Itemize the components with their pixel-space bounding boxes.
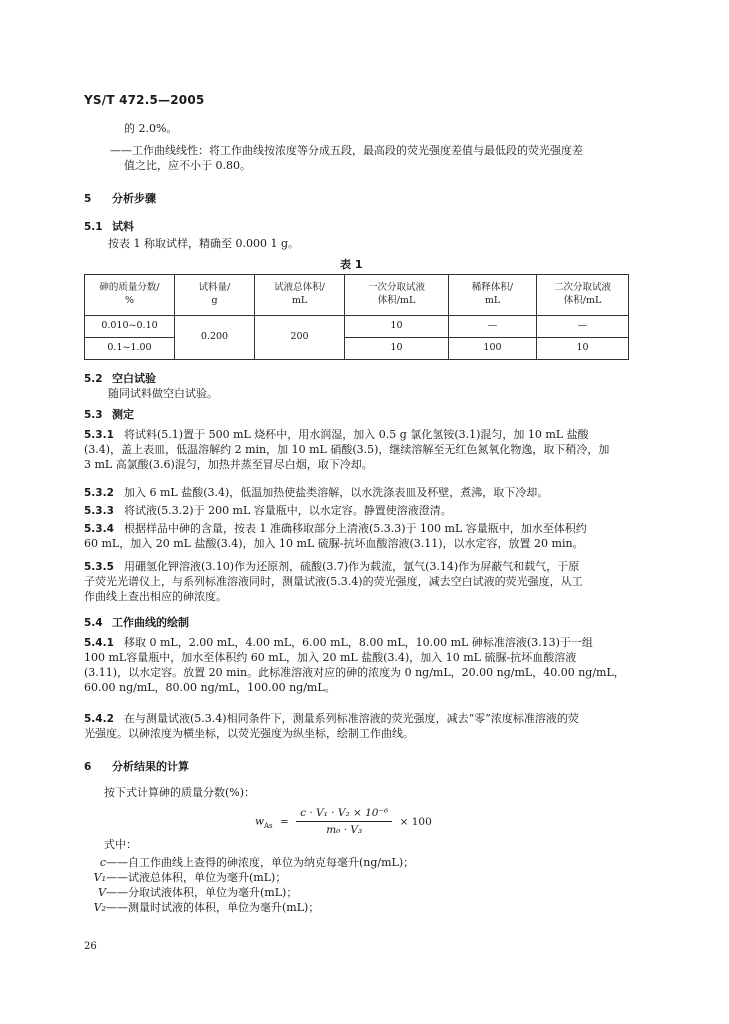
formula-tail: × 100 bbox=[399, 815, 432, 828]
cell-dilution: 100 bbox=[449, 338, 537, 360]
section-6-heading bbox=[84, 760, 644, 775]
section-5-3-number: 5.3 bbox=[84, 409, 103, 421]
section-5-3-4-line-2: 60 mL，加入 20 mL 盐酸(3.4)，加入 10 mL 硫脲-抗坏血酸溶液(3.11)，以水定容，放置 20 min。 bbox=[84, 536, 584, 550]
definition-item: V——分取试液体积，单位为毫升(mL)； bbox=[98, 885, 298, 899]
header-total-volume: 试液总体积/ mL bbox=[255, 275, 345, 316]
section-5-4-2-line-2: 光强度。以砷浓度为横坐标，以荧光强度为纵坐标，绘制工作曲线。 bbox=[84, 726, 414, 740]
section-5-3-4-number: 5.3.4 bbox=[84, 523, 114, 535]
section-5-4-number: 5.4 bbox=[84, 617, 103, 629]
section-5-3-5-line-2: 子荧光光谱仪上，与系列标准溶液同时，测量试液(5.3.4)的荧光强度，减去空白试液的荧光强度，从工 bbox=[84, 574, 583, 588]
section-5-2-text: 随同试料做空白试验。 bbox=[108, 386, 218, 400]
section-5-4-1-line-3: (3.11)，以水定容。放置 20 min。此标准溶液对应的砷的浓度为 0 ng/mL，20.00 ng/mL，40.00 ng/mL， bbox=[84, 665, 625, 679]
cell-first-aliquot: 10 bbox=[345, 338, 449, 360]
section-5-4-1-line-2: 100 mL容量瓶中，加水至体积约 60 mL，加入 20 mL 盐酸(3.4)，加入 10 mL 硫脲-抗坏血酸溶液 bbox=[84, 650, 577, 664]
cell-second-aliquot: 10 bbox=[537, 338, 629, 360]
section-5-3-3-number: 5.3.3 bbox=[84, 505, 114, 517]
formula-numerator: c · V₁ · V₂ × 10⁻⁶ bbox=[296, 806, 392, 822]
section-6-intro: 按下式计算砷的质量分数(%)： bbox=[104, 786, 256, 799]
cell-sample-mass: 0.200 bbox=[175, 316, 255, 360]
cell-range: 0.1~1.00 bbox=[85, 338, 175, 360]
table-1-header-row bbox=[85, 275, 629, 316]
cell-first-aliquot: 10 bbox=[345, 316, 449, 338]
header-as-fraction: 砷的质量分数/ % bbox=[85, 275, 175, 316]
section-5-3-5-number: 5.3.5 bbox=[84, 561, 114, 573]
section-5-3-2-number: 5.3.2 bbox=[84, 487, 114, 499]
section-6-title: 分析结果的计算 bbox=[112, 760, 189, 773]
section-5-3-title: 测定 bbox=[112, 408, 134, 421]
section-5-4-2 bbox=[84, 712, 659, 742]
table-1 bbox=[84, 274, 629, 360]
section-5-4-title: 工作曲线的绘制 bbox=[112, 616, 189, 629]
section-5-2-number: 5.2 bbox=[84, 373, 103, 385]
formula-lhs-subscript: As bbox=[264, 821, 273, 830]
section-5-4-1-line-1: 移取 0 mL，2.00 mL，4.00 mL，6.00 mL，8.00 mL，10.00 mL 砷标准溶液(3.13)于一组 bbox=[124, 636, 593, 649]
section-5-3-4 bbox=[84, 522, 654, 552]
section-5-4-2-number: 5.4.2 bbox=[84, 713, 114, 725]
section-5-3-2 bbox=[84, 486, 654, 501]
formula bbox=[255, 806, 432, 837]
section-5-3-1 bbox=[84, 428, 654, 473]
section-5-1-title: 试料 bbox=[112, 220, 134, 233]
section-5-1 bbox=[84, 220, 644, 252]
section-5-1-number: 5.1 bbox=[84, 221, 103, 233]
formula-equals: = bbox=[280, 815, 289, 828]
header-dilution-volume: 稀释体积/ mL bbox=[449, 275, 537, 316]
section-5-4-2-line-1: 在与测量试液(5.3.4)相同条件下，测量系列标准溶液的荧光强度，减去“零”浓度标准溶液的荧 bbox=[124, 712, 579, 725]
standard-number: YS/T 472.5—2005 bbox=[84, 93, 205, 107]
table-row bbox=[85, 338, 629, 360]
header-second-aliquot: 二次分取试液 体积/mL bbox=[537, 275, 629, 316]
cell-total-volume: 200 bbox=[255, 316, 345, 360]
section-5-3-heading bbox=[84, 408, 644, 423]
table-row bbox=[85, 316, 629, 338]
section-5-4-heading bbox=[84, 616, 644, 631]
section-5-4-1-number: 5.4.1 bbox=[84, 637, 114, 649]
cell-range: 0.010~0.10 bbox=[85, 316, 175, 338]
definition-item: c——自工作曲线上查得的砷浓度，单位为纳克每毫升(ng/mL)； bbox=[99, 856, 415, 869]
section-5-3-5-line-3: 作曲线上查出相应的砷浓度。 bbox=[84, 589, 227, 603]
page-number: 26 bbox=[84, 941, 97, 952]
continued-text: 的 2.0%。 bbox=[124, 122, 178, 135]
header-first-aliquot: 一次分取试液 体积/mL bbox=[345, 275, 449, 316]
cell-dilution: — bbox=[449, 316, 537, 338]
section-5-number: 5 bbox=[84, 193, 92, 205]
section-5-3-1-line-2: (3.4)，盖上表皿，低温溶解约 2 min，加 10 mL 硝酸(3.5)，继续溶解至无红色氮氧化物逸，取下稍冷，加 bbox=[84, 442, 610, 456]
section-5-title: 分析步骤 bbox=[112, 192, 156, 205]
section-5-3-4-line-1: 根据样品中砷的含量，按表 1 准确移取部分上清液(5.3.3)于 100 mL 容量瓶中，加水至体积约 bbox=[124, 522, 587, 535]
section-5-4-1 bbox=[84, 636, 659, 695]
section-6-number: 6 bbox=[84, 761, 92, 773]
formula-lhs: w bbox=[255, 815, 264, 828]
cell-second-aliquot: — bbox=[537, 316, 629, 338]
formula-fraction bbox=[296, 806, 392, 837]
section-5-3-3 bbox=[84, 504, 654, 519]
definition-item: V₂——测量时试液的体积，单位为毫升(mL)； bbox=[93, 900, 320, 914]
section-5-2-title: 空白试验 bbox=[112, 372, 156, 385]
formula-denominator: m₀ · V₃ bbox=[326, 824, 363, 837]
definitions-intro: 式中： bbox=[104, 838, 137, 851]
section-5-3-1-line-1: 将试料(5.1)置于 500 mL 烧杯中，用水润湿，加入 0.5 g 氯化氢铵(3.1)混匀，加 10 mL 盐酸 bbox=[124, 428, 589, 441]
section-5-3-5 bbox=[84, 560, 654, 605]
linearity-line-1: ——工作曲线线性：将工作曲线按浓度等分成五段，最高段的荧光强度差值与最低段的荧光强度差 bbox=[110, 144, 583, 157]
linearity-bullet bbox=[110, 144, 670, 174]
section-5-heading bbox=[84, 192, 644, 207]
section-5-1-text: 按表 1 称取试样，精确至 0.000 1 g。 bbox=[108, 236, 300, 250]
definitions-list bbox=[92, 856, 652, 915]
linearity-line-2: 值之比，应不小于 0.80。 bbox=[124, 158, 251, 172]
section-5-3-3-text: 将试液(5.3.2)于 200 mL 容量瓶中，以水定容。静置使溶液澄清。 bbox=[124, 504, 452, 517]
table-1-caption: 表 1 bbox=[340, 258, 363, 271]
definition-item: V₁——试液总体积，单位为毫升(mL)； bbox=[93, 870, 287, 884]
section-5-2 bbox=[84, 372, 644, 402]
section-5-3-1-number: 5.3.1 bbox=[84, 429, 114, 441]
section-5-3-2-text: 加入 6 mL 盐酸(3.4)，低温加热使盐类溶解，以水洗涤表皿及杯壁，煮沸，取下冷却。 bbox=[124, 486, 549, 499]
section-5-3-1-line-3: 3 mL 高氯酸(3.6)混匀，加热并蒸至冒尽白烟，取下冷却。 bbox=[84, 457, 373, 471]
section-5-3-5-line-1: 用硼氢化钾溶液(3.10)作为还原剂，硫酸(3.7)作为载流，氩气(3.14)作为屏蔽气和载气，于原 bbox=[124, 560, 580, 573]
section-5-4-1-line-4: 60.00 ng/mL，80.00 ng/mL，100.00 ng/mL。 bbox=[84, 680, 336, 694]
header-sample-mass: 试料量/ g bbox=[175, 275, 255, 316]
